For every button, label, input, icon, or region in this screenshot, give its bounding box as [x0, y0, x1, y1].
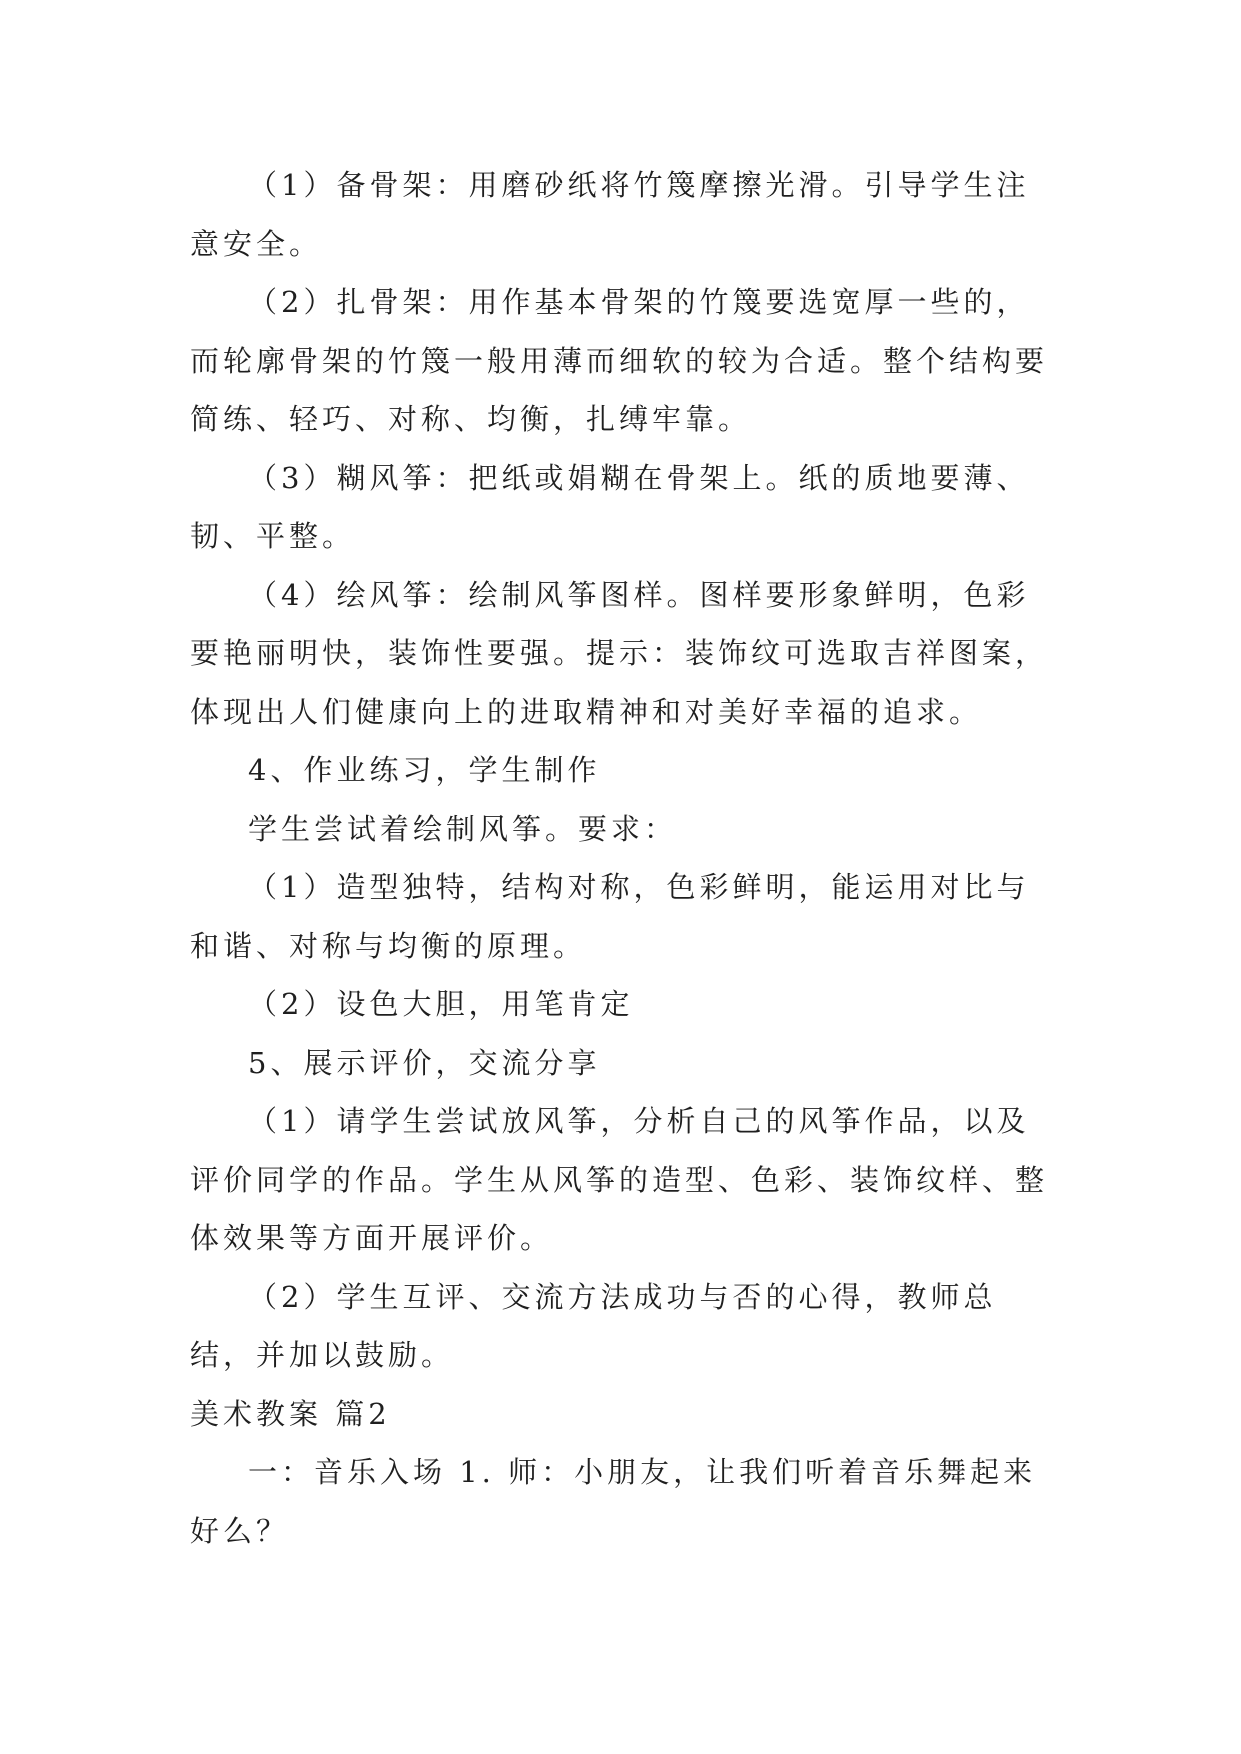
paragraph-evaluation-2: （2）学生互评、交流方法成功与否的心得，教师总结，并加以鼓励。 — [190, 1279, 997, 1372]
section-heading-5: 5、展示评价，交流分享 — [248, 1045, 601, 1080]
paragraph-requirement-1: （1）造型独特，结构对称，色彩鲜明，能运用对比与和谐、对称与均衡的原理。 — [190, 870, 1030, 963]
paragraph-step-3: （3）糊风筝：把纸或娟糊在骨架上。纸的质地要薄、韧、平整。 — [190, 460, 1030, 553]
section-heading-4: 4、作业练习，学生制作 — [248, 753, 601, 787]
paragraph-requirements: 学生尝试着绘制风筝。要求： — [248, 811, 678, 846]
paragraph-step-1: （1）备骨架：用磨砂纸将竹篾摩擦光滑。引导学生注意安全。 — [190, 168, 1030, 261]
paragraph-requirement-2: （2）设色大胆，用笔肯定 — [248, 987, 634, 1021]
paragraph-step-4: （4）绘风筝：绘制风筝图样。图样要形象鲜明，色彩要艳丽明快，装饰性要强。提示：装饰纹可选取吉祥图案，体现出人们健康向上的进取精神和对美好幸福的追求。 — [190, 577, 1049, 729]
document-body — [190, 156, 1060, 1560]
paragraph-step-2: （2）扎骨架：用作基本骨架的竹篾要选宽厚一些的，而轮廓骨架的竹篾一般用薄而细软的较为合适。整个结构要简练、轻巧、对称、均衡，扎缚牢靠。 — [190, 285, 1049, 436]
paragraph-evaluation-1: （1）请学生尝试放风筝，分析自己的风筝作品，以及评价同学的作品。学生从风筝的造型、色彩、装饰纹样、整体效果等方面开展评价。 — [190, 1104, 1049, 1255]
lesson-plan-title: 美术教案 篇2 — [190, 1396, 391, 1431]
paragraph-music-entry: 一：音乐入场 1. 师：小朋友，让我们听着音乐舞起来好么？ — [190, 1455, 1037, 1548]
